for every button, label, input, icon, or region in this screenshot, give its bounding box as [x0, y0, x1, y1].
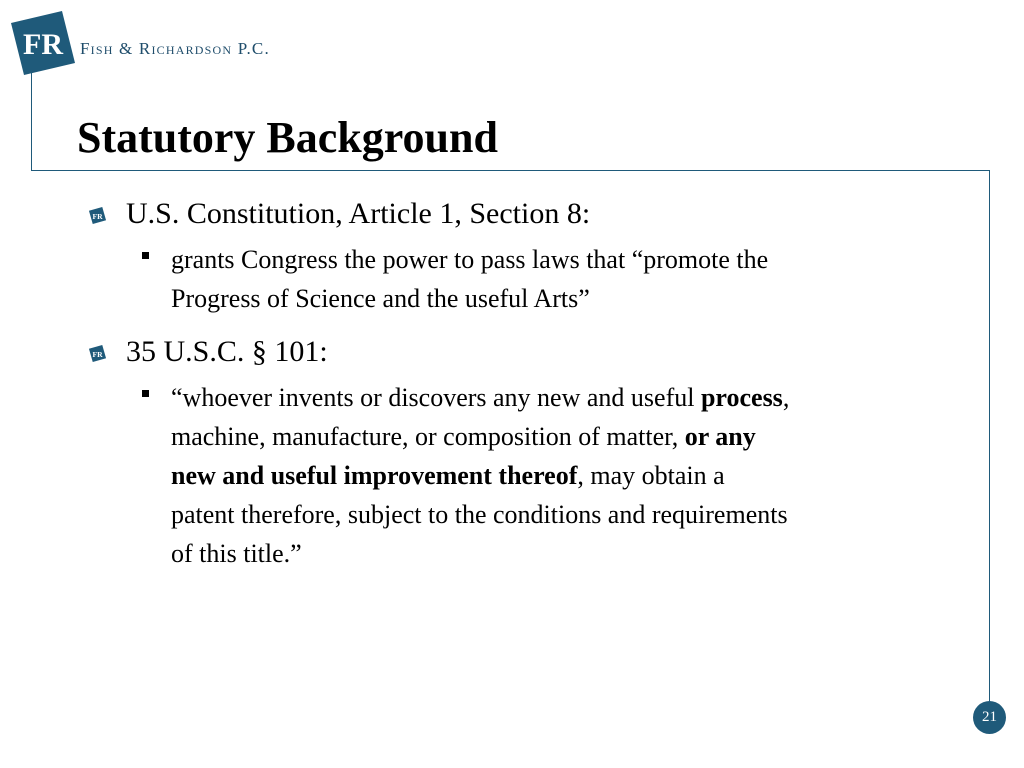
bullet-level1: [88, 194, 968, 234]
bullet-level2: [88, 240, 871, 318]
bullet-text: U.S. Constitution, Article 1, Section 8:: [126, 197, 591, 230]
text-run: “whoever invents or discovers any new and useful: [171, 383, 701, 412]
svg-text:FR: FR: [92, 349, 103, 359]
fr-logo-icon: [8, 8, 78, 78]
slide-title: Statutory Background: [77, 113, 498, 162]
bullet-line: patent therefore, subject to the conditions and requirements: [171, 500, 788, 529]
frame-right-line: [989, 170, 990, 702]
bullet-line: grants Congress the power to pass laws that “promote the: [171, 245, 769, 274]
square-bullet-icon: [142, 390, 149, 397]
bold-run: process: [700, 383, 783, 412]
text-run: machine, manufacture, or composition of matter,: [171, 422, 685, 451]
bullet-level1: [88, 332, 968, 372]
bold-run: or any: [684, 422, 756, 451]
text-run: , may obtain a: [577, 461, 725, 490]
logo-mark: FR: [23, 28, 63, 61]
square-bullet-icon: [142, 252, 149, 259]
text-run: ,: [782, 383, 790, 412]
bullet-line: [171, 456, 871, 495]
slide-content: [88, 194, 968, 573]
bullet-line: [171, 378, 871, 417]
bullet-text: 35 U.S.C. § 101:: [126, 335, 328, 368]
company-name: Fish & Richardson P.C.: [80, 39, 270, 58]
frame-left-line: [31, 62, 32, 170]
frame-top-line: [31, 170, 990, 171]
bullet-level2: [88, 378, 871, 573]
svg-text:FR: FR: [92, 211, 103, 221]
bullet-line: Progress of Science and the useful Arts”: [171, 284, 590, 313]
page-number: 21: [973, 701, 1006, 734]
bullet-line: [171, 417, 871, 456]
bullet-line: of this title.”: [171, 539, 302, 568]
bold-run: new and useful improvement thereof: [171, 461, 578, 490]
fr-bullet-icon: [88, 344, 107, 363]
fr-bullet-icon: [88, 206, 107, 225]
